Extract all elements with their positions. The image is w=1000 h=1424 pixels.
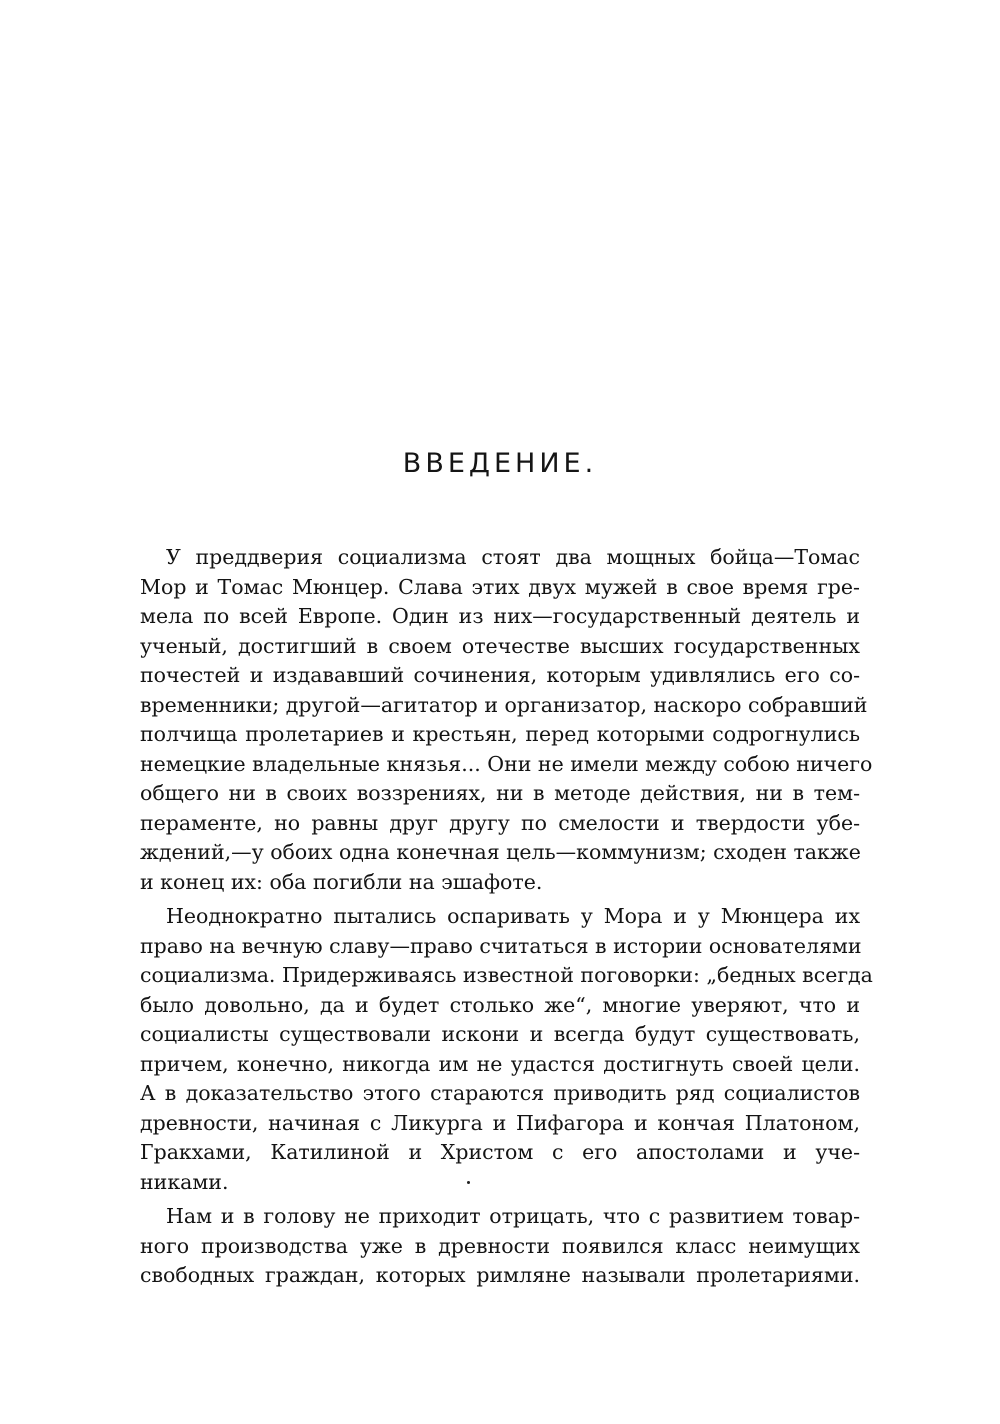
text-line: А в доказательство этого стараются приводить ряд социалистов <box>140 1081 860 1105</box>
text-line: ждений,—у обоих одна конечная цель—коммунизм; сходен также <box>140 840 861 864</box>
text-line: Гракхами, Катилиной и Христом с его апостолами и уче- <box>140 1140 860 1164</box>
paragraph <box>140 1202 860 1291</box>
text-line: было довольно, да и будет столько же“, многие уверяют, что и <box>140 992 860 1017</box>
text-line: социалисты существовали искони и всегда будут существовать, <box>140 1022 860 1046</box>
text-line: мела по всей Европе. Один из них—государственный деятель и <box>140 604 860 628</box>
text-line: ного производства уже в древности появился класс неимущих <box>140 1233 860 1258</box>
paragraph <box>140 902 873 1197</box>
text-line: полчища пролетариев и крестьян, перед которыми содрогнулись <box>140 722 860 746</box>
text-line: временники; другой—агитатор и организатор, наскоро собравший <box>140 692 868 717</box>
paragraph <box>140 543 873 897</box>
body-text <box>140 543 873 1296</box>
text-line: свободных граждан, которых римляне называли пролетариями. <box>140 1263 860 1287</box>
text-line: Мор и Томас Мюнцер. Слава этих двух мужей в свое время гре- <box>140 574 860 599</box>
text-line: пераменте, но равны друг другу по смелости и твердости убе- <box>140 810 860 835</box>
text-line: право на вечную славу—право считаться в истории основателями <box>140 933 862 958</box>
text-line: социализма. Придерживаясь известной поговорки: „бедных всегда <box>140 963 873 987</box>
text-line: причем, конечно, никогда им не удастся достигнуть своей цели. <box>140 1051 860 1076</box>
text-line: древности, начиная с Ликурга и Пифагора и кончая Платоном, <box>140 1110 860 1135</box>
text-line: общего ни в своих воззрениях, ни в методе действия, ни в тем- <box>140 781 860 805</box>
text-line: Нам и в голову не приходит отрицать, что с развитием товар- <box>166 1204 860 1228</box>
print-speck <box>467 1181 470 1184</box>
text-line: Неоднократно пытались оспаривать у Мора и у Мюнцера их <box>166 904 860 928</box>
text-line: У преддверия социализма стоят два мощных бойца—Томас <box>166 545 860 569</box>
text-line: ученый, достигший в своем отечестве высших государственных <box>140 633 860 658</box>
text-line: и конец их: оба погибли на эшафоте. <box>140 869 543 894</box>
text-line: никами. <box>140 1169 229 1194</box>
chapter-title: ВВЕДЕНИЕ. <box>402 448 598 479</box>
text-line: немецкие владельные князья... Они не имели между собою ничего <box>140 751 873 776</box>
text-line: почестей и издававший сочинения, которым удивлялись его со- <box>140 663 860 687</box>
